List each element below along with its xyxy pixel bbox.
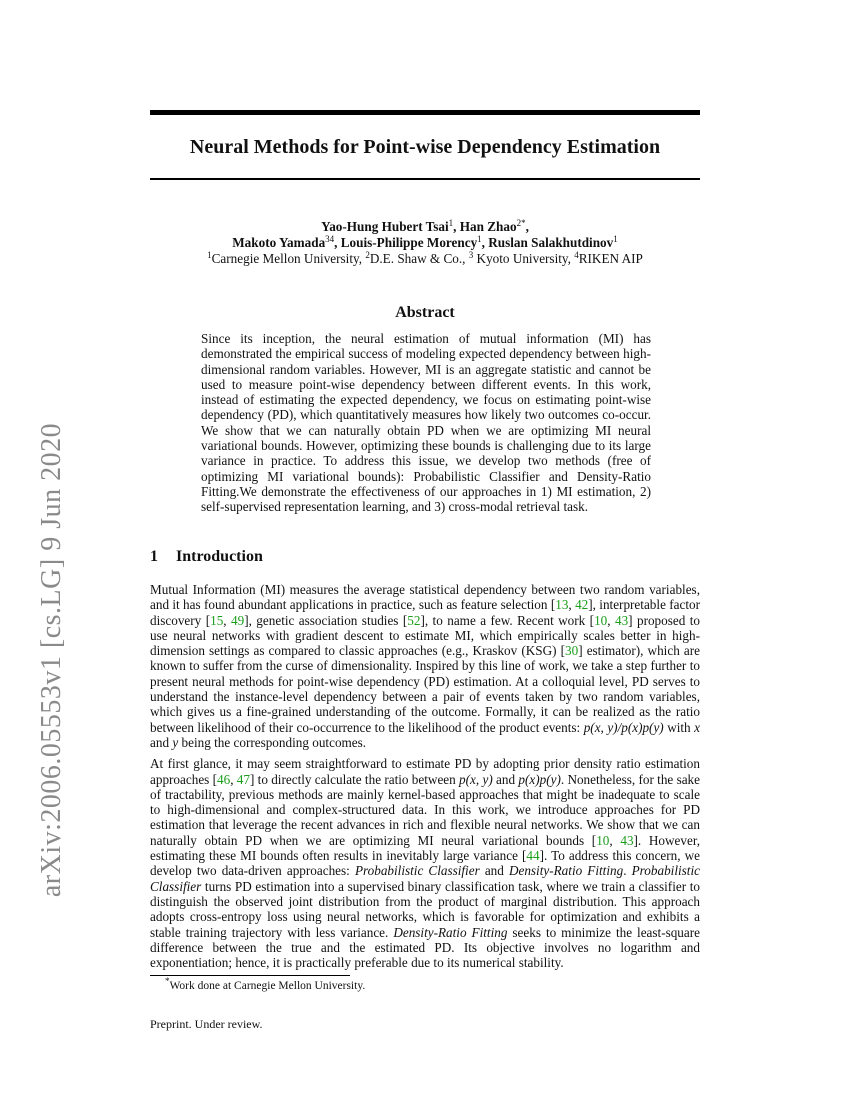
- affiliation: RIKEN AIP: [578, 251, 643, 266]
- author-name: Han Zhao: [459, 219, 517, 234]
- footnote-text: Work done at Carnegie Mellon University.: [169, 980, 366, 992]
- author-affiliation-mark: 34: [325, 234, 335, 244]
- method-name: Density-Ratio Fitting: [393, 924, 508, 940]
- citation-link[interactable]: 42: [575, 597, 589, 613]
- arxiv-identifier-stamp: arXiv:2006.05553v1 [cs.LG] 9 Jun 2020: [36, 422, 67, 898]
- author-line-1: Yao-Hung Hubert Tsai$^1$, Han Zhao$^{2*}$,: [321, 218, 529, 234]
- section-title: Introduction: [176, 548, 263, 565]
- author-line-2: Makoto Yamada$^{34}$, Louis-Philippe Morency$^1$, Ruslan Salakhutdinov$^1$: [232, 234, 618, 250]
- author-affiliation-mark: 1: [448, 218, 454, 228]
- citation-link[interactable]: 47: [236, 771, 250, 787]
- method-name: Probabilistic Classifier: [150, 863, 700, 894]
- author-name: Yao-Hung Hubert Tsai: [321, 219, 449, 234]
- citation-link[interactable]: 46: [217, 771, 231, 787]
- math-expression: y: [172, 734, 179, 750]
- intro-paragraph-1: Mutual Information (MI) measures the average statistical dependency between two random variables, and it has found abundant applications in practice, such as feature selection [13, 42], interpretable factor discovery [15, 49], genetic association studies [52], to name a few. Recent work [10, 43] proposed to use neural networks with gradient descent to estimate MI, which empirically scales better in high-dimension settings as compared to classic approaches (e.g., Kraskov (KSG) [30] estimator), which are known to suffer from the curse of dimensionality. Inspired by this line of work, we take a step further to present neural methods for point-wise dependency (PD) estimation. At a colloquial level, PD serves to understand the instance-level dependency between a pair of events taken by two random variables, which gives us a fine-grained understanding of the outcome. Formally, it can be realized as the ratio between likelihood of their co-occurrence to the likelihood of the product events: p(x, y)/p(x)p(y) with x and y being the corresponding outcomes.: [150, 582, 701, 750]
- method-name: Probabilistic Classifier: [354, 863, 480, 879]
- paper-title: Neural Methods for Point-wise Dependency Estimation: [189, 136, 661, 158]
- math-expression: p(x)p(y): [518, 771, 561, 787]
- title-bottom-rule: [150, 178, 700, 180]
- preprint-notice: Preprint. Under review.: [150, 1017, 263, 1031]
- citation-link[interactable]: 30: [565, 643, 579, 659]
- method-name: Density-Ratio Fitting: [508, 863, 624, 879]
- citation-link[interactable]: 43: [620, 832, 634, 848]
- citation-link[interactable]: 49: [231, 612, 245, 628]
- citation-link[interactable]: 52: [407, 612, 421, 628]
- author-affiliation-mark: 1: [477, 234, 482, 244]
- citation-link[interactable]: 43: [614, 612, 629, 628]
- footnote-mark: *: [165, 976, 170, 986]
- affiliation: Kyoto University,: [473, 251, 575, 266]
- author-block: [150, 219, 700, 267]
- introduction-body: [150, 582, 700, 976]
- math-expression: p(x, y): [459, 771, 493, 787]
- author-name: Makoto Yamada: [232, 235, 326, 250]
- citation-link[interactable]: 10: [596, 832, 610, 848]
- section-heading-introduction: [150, 548, 263, 566]
- title-top-rule: [150, 110, 700, 115]
- author-name: Ruslan Salakhutdinov: [488, 235, 614, 250]
- affiliations-line: $^1$Carnegie Mellon University, $^2$D.E. Shaw & Co., $^3$ Kyoto University, $^4$RIKEN AIP: [207, 250, 643, 266]
- affiliation: D.E. Shaw & Co.,: [369, 251, 469, 266]
- citation-link[interactable]: 44: [526, 848, 540, 864]
- author-affiliation-mark: 2*: [516, 218, 526, 228]
- section-number: 1: [150, 548, 158, 565]
- abstract-text: Since its inception, the neural estimation of mutual information (MI) has demonstrated the empirical success of modeling expected dependency between high-dimensional random variables. However, MI is an aggregate statistic and cannot be used to measure point-wise dependency between different events. In this work, instead of estimating the expected dependency, we focus on estimating point-wise dependency (PD), which quantitatively measures how likely two outcomes co-occur. We show that we can naturally obtain PD when we are optimizing MI neural variational bounds. However, optimizing these bounds is challenging due to its large variance in practice. To address this issue, we develop two methods (free of optimizing MI variational bounds): Probabilistic Classifier and Density-Ratio Fitting.We demonstrate the effectiveness of our approaches in 1) MI estimation, 2) self-supervised representation learning, and 3) cross-modal retrieval task.: [201, 331, 651, 515]
- abstract-heading: Abstract: [395, 304, 455, 321]
- author-name: Louis-Philippe Morency: [340, 235, 478, 250]
- citation-link[interactable]: 10: [594, 612, 608, 628]
- footnote-rule: [150, 975, 350, 976]
- affiliation: Carnegie Mellon University,: [211, 251, 366, 266]
- math-expression: x: [694, 719, 700, 735]
- citation-link[interactable]: 15: [210, 612, 224, 628]
- intro-paragraph-2: At first glance, it may seem straightforward to estimate PD by adopting prior density ratio estimation approaches [46, 47] to directly calculate the ratio between p(x, y) and p(x)p(y). Nonetheless, for the sake of tractability, previous methods are mainly kernel-based approaches that might be inadequate to scale to high-dimensional and complex-structured data. In this work, we introduce approaches for PD estimation that leverage the recent advances in rich and flexible neural networks. We show that we can naturally obtain PD when we are optimizing MI neural variational bounds [10, 43]. However, estimating these MI bounds often results in inevitably large variance [44]. To address this concern, we develop two data-driven approaches: Probabilistic Classifier and Density-Ratio Fitting. Probabilistic Classifier turns PD estimation into a supervised binary classification task, where we train a classifier to distinguish the observed joint distribution from the product of marginal distribution. This approach adopts cross-entropy loss using neural networks, which is favorable for optimization and exhibits a stable training trajectory with less variance. Density-Ratio Fitting seeks to minimize the least-square difference between the true and the estimated PD. Its objective involves no logarithm and exponentiation; hence, it is practically preferable due to its numerical stability.: [150, 756, 701, 971]
- footnote: [165, 976, 366, 992]
- math-expression: p(x, y)/p(x)p(y): [583, 719, 664, 735]
- citation-link[interactable]: 13: [555, 597, 569, 613]
- author-affiliation-mark: 1: [613, 234, 618, 244]
